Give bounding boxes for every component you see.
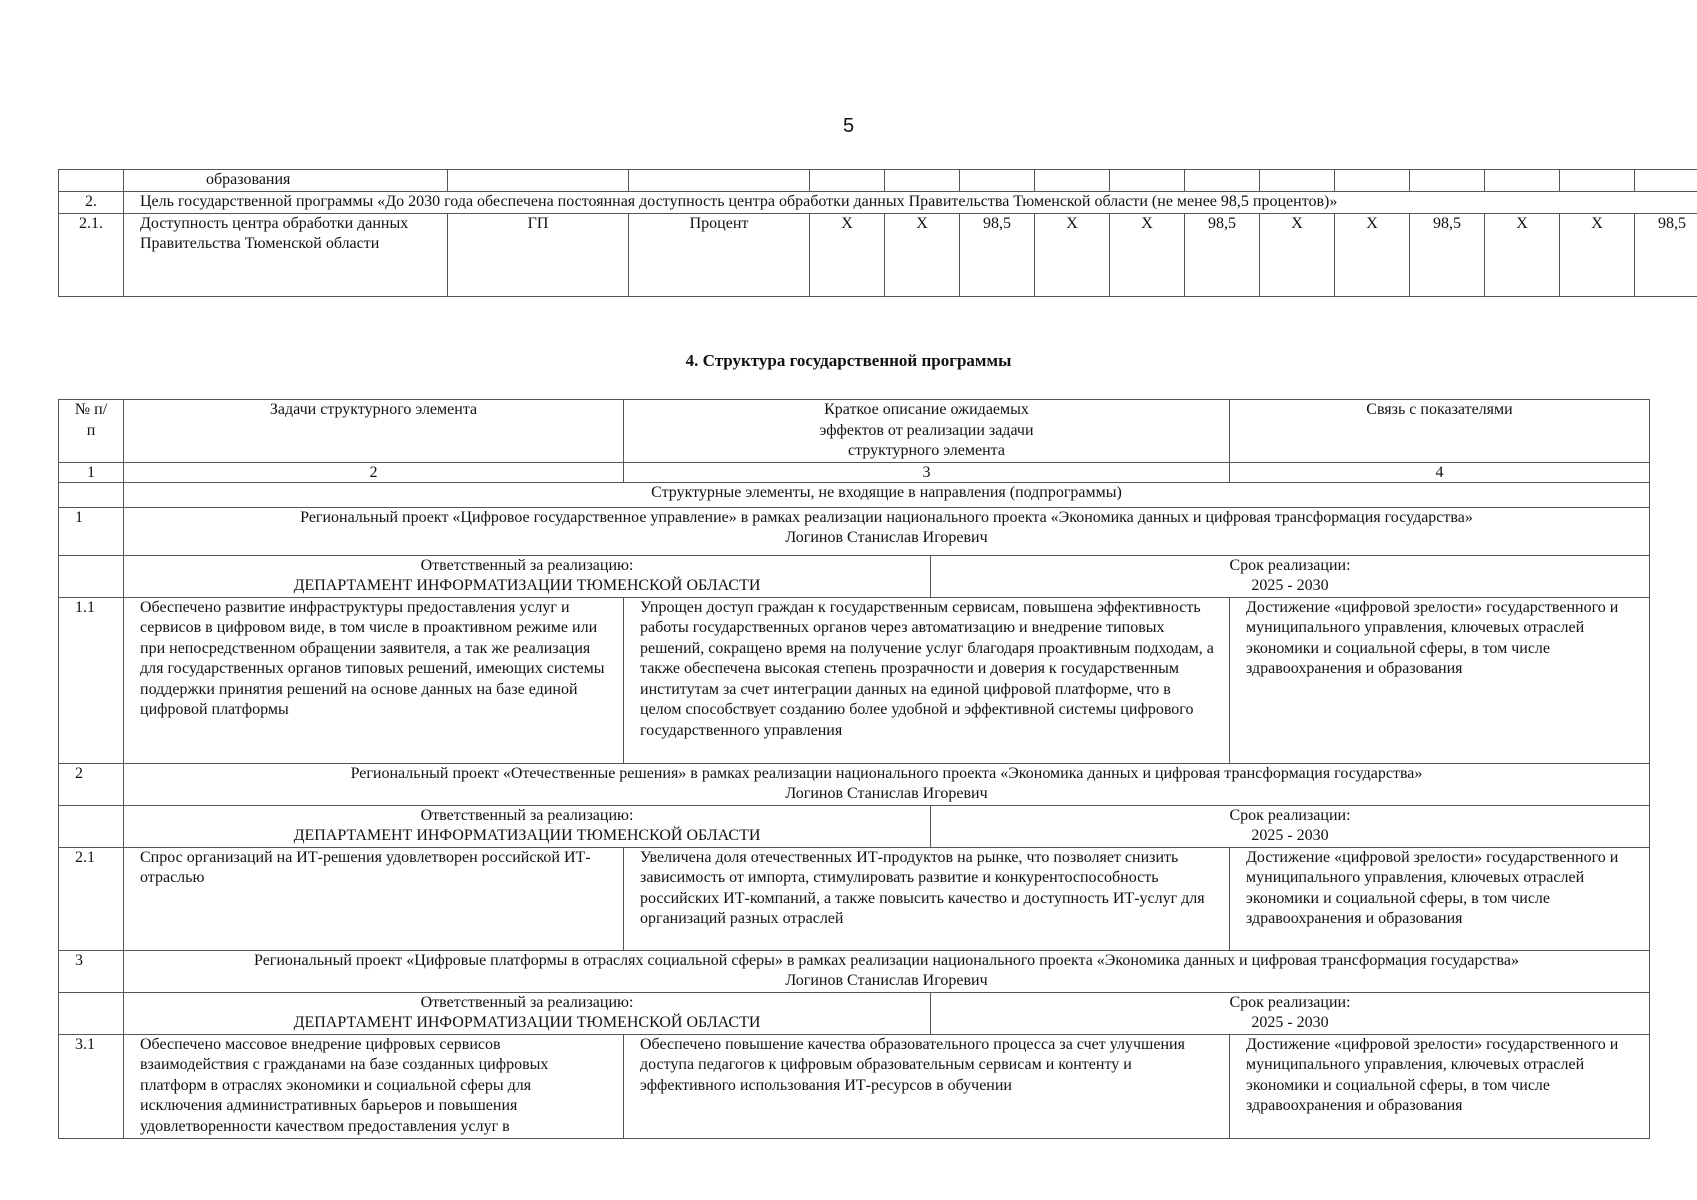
responsible-value: ДЕПАРТАМЕНТ ИНФОРМАТИЗАЦИИ ТЮМЕНСКОЙ ОБЛАСТИ bbox=[293, 577, 761, 594]
table-row bbox=[59, 213, 1697, 296]
column-number-row bbox=[59, 462, 1650, 482]
group-title: Структурные элементы, не входящие в направления (подпрограммы) bbox=[124, 482, 1650, 507]
term-block bbox=[931, 806, 1649, 847]
column-number: 2 bbox=[124, 462, 624, 482]
indicator-value: 98,5 bbox=[960, 213, 1035, 296]
project-number: 2 bbox=[59, 763, 124, 805]
term-label: Срок реализации: bbox=[1229, 806, 1351, 824]
goal-number: 2. bbox=[59, 191, 124, 213]
responsible-label: Ответственный за реализацию: bbox=[420, 806, 634, 824]
indicator-value: Х bbox=[810, 213, 885, 296]
header-link: Связь с показателями bbox=[1230, 400, 1650, 463]
effect-text: Обеспечено повышение качества образовательного процесса за счет улучшения доступа педагогов к цифровым образовательным сервисам и контенту и эффективного использования ИТ-ресурсов в обучении bbox=[624, 1034, 1230, 1138]
project-title: Региональный проект «Отечественные решения» в рамках реализации национального проекта «Экономика данных и цифровая трансформация государства» bbox=[350, 764, 1423, 782]
task-number: 2.1 bbox=[59, 847, 124, 950]
task-text: Обеспечено массовое внедрение цифровых сервисов взаимодействия с гражданами на базе созданных цифровых платформ в отраслях экономики и социальной сферы для исключения административных барьеров и повышения удовлетворенности качеством предоставления услуг в bbox=[124, 1034, 624, 1138]
project-title: Региональный проект «Цифровые платформы в отраслях социальной сферы» в рамках реализации национального проекта «Экономика данных и цифровая трансформация государства» bbox=[254, 951, 1519, 969]
project-title-cell bbox=[124, 763, 1650, 805]
responsible-row bbox=[59, 805, 1650, 847]
term-label: Срок реализации: bbox=[1229, 993, 1351, 1011]
indicators-table bbox=[58, 169, 1697, 297]
task-row bbox=[59, 597, 1650, 763]
indicator-value: Х bbox=[1260, 213, 1335, 296]
project-number: 1 bbox=[59, 507, 124, 555]
task-number: 1.1 bbox=[59, 597, 124, 763]
table-row bbox=[59, 191, 1697, 213]
effect-text: Упрощен доступ граждан к государственным сервисам, повышена эффективность работы государственных органов через автоматизацию и внедрение типовых решений, сокращено время на получение услуг благодаря проактивным подходам, а также обеспечена высокая степень прозрачности и доверия к государственным институтам за счет интеграции данных на единой цифровой платформе, что в целом способствует созданию более удобной и эффективной системы цифрового государственного управления bbox=[624, 597, 1230, 763]
term-value: 2025 - 2030 bbox=[1251, 577, 1329, 594]
responsible-row bbox=[59, 555, 1650, 597]
link-text: Достижение «цифровой зрелости» государственного и муниципального управления, ключевых отраслей экономики и социальной сферы, в том числе здравоохранения и образования bbox=[1230, 847, 1650, 950]
header-number: № п/п bbox=[59, 400, 124, 463]
project-head: Логинов Станислав Игоревич bbox=[785, 972, 988, 989]
indicator-value: 98,5 bbox=[1185, 213, 1260, 296]
indicator-value: 98,5 bbox=[1635, 213, 1697, 296]
indicator-value: 98,5 bbox=[1410, 213, 1485, 296]
responsible-block bbox=[124, 806, 931, 847]
responsible-block bbox=[124, 993, 931, 1034]
responsible-value: ДЕПАРТАМЕНТ ИНФОРМАТИЗАЦИИ ТЮМЕНСКОЙ ОБЛАСТИ bbox=[293, 827, 761, 844]
project-head: Логинов Станислав Игоревич bbox=[785, 785, 988, 802]
indicator-value: Х bbox=[1110, 213, 1185, 296]
project-title-cell bbox=[124, 507, 1650, 555]
responsible-label: Ответственный за реализацию: bbox=[420, 993, 634, 1011]
task-text: Обеспечено развитие инфраструктуры предоставления услуг и сервисов в цифровом виде, в том числе в проактивном режиме или при непосредственном обращении заявителя, а так же реализация для государственных органов типовых решений, имеющих системы поддержки принятия решений на основе данных на базе единой цифровой платформы bbox=[124, 597, 624, 763]
indicator-number: 2.1. bbox=[59, 213, 124, 296]
term-block bbox=[931, 556, 1649, 597]
indicator-value: Х bbox=[885, 213, 960, 296]
section-title: 4. Структура государственной программы bbox=[685, 351, 1012, 370]
structure-table bbox=[58, 399, 1650, 1139]
indicator-value: Х bbox=[1035, 213, 1110, 296]
link-text: Достижение «цифровой зрелости» государственного и муниципального управления, ключевых отраслей экономики и социальной сферы, в том числе здравоохранения и образования bbox=[1230, 597, 1650, 763]
project-row bbox=[59, 763, 1650, 805]
responsible-label: Ответственный за реализацию: bbox=[420, 556, 634, 574]
task-number: 3.1 bbox=[59, 1034, 124, 1138]
indicator-value: Х bbox=[1335, 213, 1410, 296]
task-row bbox=[59, 1034, 1650, 1138]
indicator-level: ГП bbox=[448, 213, 629, 296]
task-text: Спрос организаций на ИТ-решения удовлетворен российской ИТ-отраслью bbox=[124, 847, 624, 950]
indicator-name-continuation: образования bbox=[124, 170, 448, 192]
column-number: 3 bbox=[624, 462, 1230, 482]
header-tasks: Задачи структурного элемента bbox=[124, 400, 624, 463]
indicator-value: Х bbox=[1560, 213, 1635, 296]
project-row bbox=[59, 950, 1650, 992]
indicator-unit: Процент bbox=[629, 213, 810, 296]
header-effects: Краткое описание ожидаемых эффектов от реализации задачи структурного элемента bbox=[624, 400, 1230, 463]
project-title-cell bbox=[124, 950, 1650, 992]
task-row bbox=[59, 847, 1650, 950]
effect-text: Увеличена доля отечественных ИТ-продуктов на рынке, что позволяет снизить зависимость от импорта, стимулировать развитие и конкурентоспособность российских ИТ-компаний, а также повысить качество и доступность ИТ-услуг для организаций разных отраслей bbox=[624, 847, 1230, 950]
responsible-value: ДЕПАРТАМЕНТ ИНФОРМАТИЗАЦИИ ТЮМЕНСКОЙ ОБЛАСТИ bbox=[293, 1014, 761, 1031]
column-number: 1 bbox=[59, 462, 124, 482]
term-value: 2025 - 2030 bbox=[1251, 827, 1329, 844]
term-value: 2025 - 2030 bbox=[1251, 1014, 1329, 1031]
table-header-row bbox=[59, 400, 1650, 463]
responsible-row bbox=[59, 992, 1650, 1034]
project-row bbox=[59, 507, 1650, 555]
indicator-value: Х bbox=[1485, 213, 1560, 296]
indicator-name: Доступность центра обработки данных Правительства Тюменской области bbox=[124, 213, 448, 296]
page-number: 5 bbox=[842, 115, 855, 137]
term-block bbox=[931, 993, 1649, 1034]
table-row bbox=[59, 170, 1697, 192]
group-row bbox=[59, 482, 1650, 507]
project-number: 3 bbox=[59, 950, 124, 992]
project-title: Региональный проект «Цифровое государственное управление» в рамках реализации национального проекта «Экономика данных и цифровая трансформация государства» bbox=[300, 508, 1473, 526]
term-label: Срок реализации: bbox=[1229, 556, 1351, 574]
project-head: Логинов Станислав Игоревич bbox=[785, 529, 988, 546]
column-number: 4 bbox=[1230, 462, 1650, 482]
responsible-block bbox=[124, 556, 931, 597]
goal-text: Цель государственной программы «До 2030 года обеспечена постоянная доступность центра обработки данных Правительства Тюменской области (не менее 98,5 процентов)» bbox=[124, 191, 1697, 213]
link-text: Достижение «цифровой зрелости» государственного и муниципального управления, ключевых отраслей экономики и социальной сферы, в том числе здравоохранения и образования bbox=[1230, 1034, 1650, 1138]
